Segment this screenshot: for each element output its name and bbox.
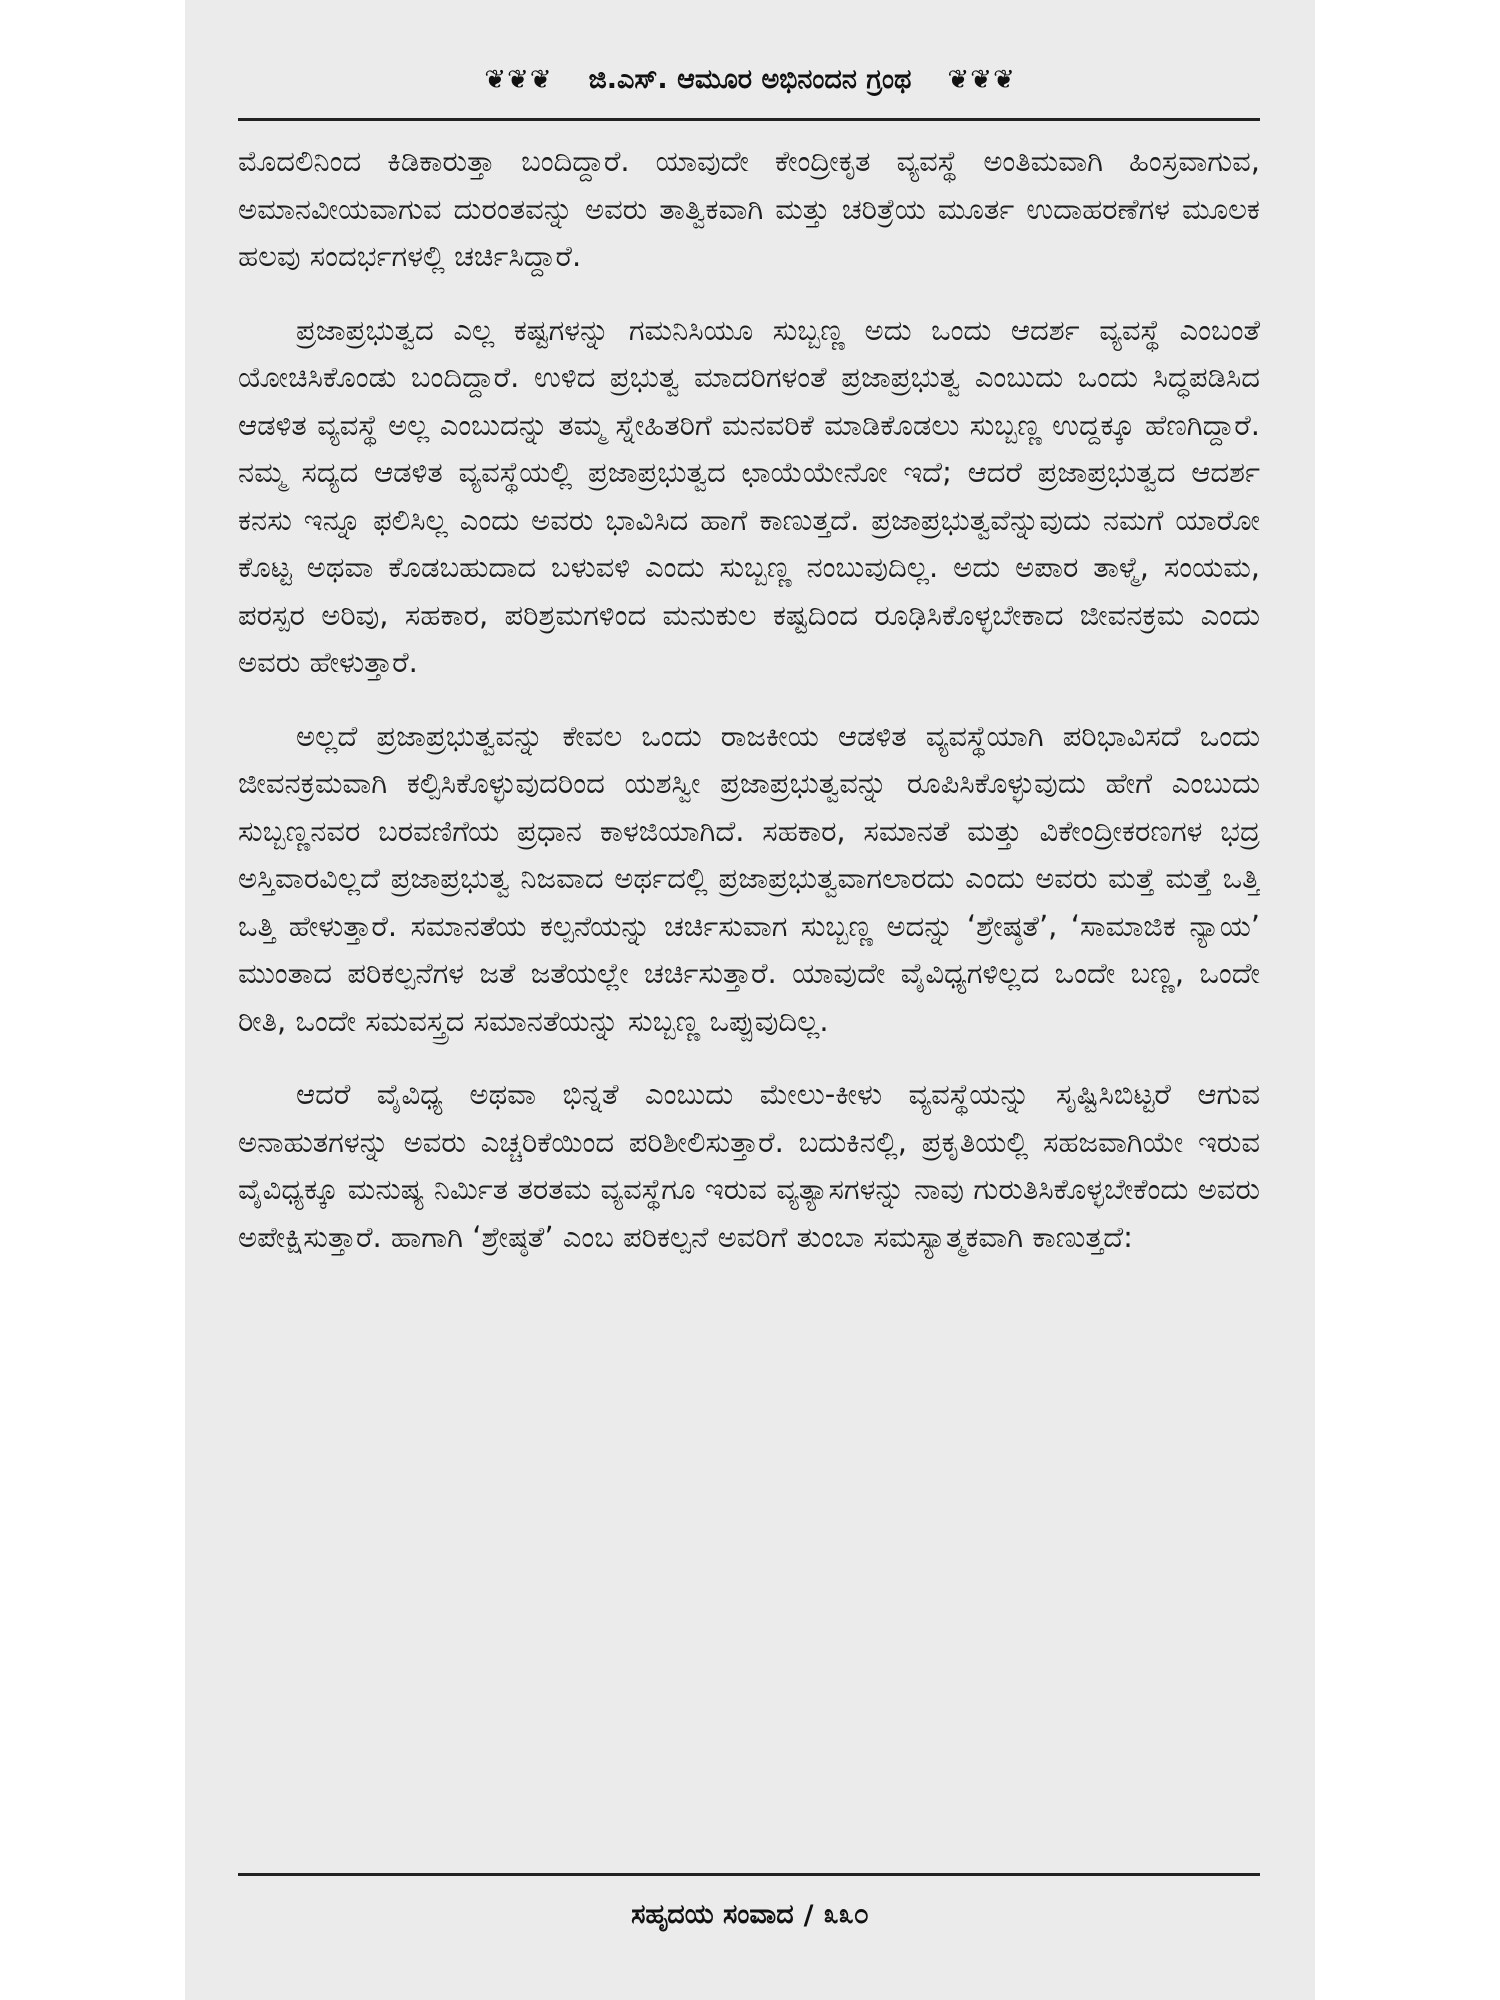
paragraph-3: ಅಲ್ಲದೆ ಪ್ರಜಾಪ್ರಭುತ್ವವನ್ನು ಕೇವಲ ಒಂದು ರಾಜಕೀಯ ಆಡಳಿತ ವ್ಯವಸ್ಥೆಯಾಗಿ ಪರಿಭಾವಿಸದೆ ಒಂದು ಜೀವನಕ್ರಮವಾಗಿ ಕಲ್ಪಿಸಿಕೊಳ್ಳುವುದರಿಂದ ಯಶಸ್ವೀ ಪ್ರಜಾಪ್ರಭುತ್ವವನ್ನು ರೂಪಿಸಿಕೊಳ್ಳುವುದು ಹೇಗೆ ಎಂಬುದು ಸುಬ್ಬಣ್ಣನವರ ಬರವಣಿಗೆಯ ಪ್ರಧಾನ ಕಾಳಜಿಯಾಗಿದೆ. ಸಹಕಾರ, ಸಮಾನತೆ ಮತ್ತು ವಿಕೇಂದ್ರೀಕರಣಗಳ ಭದ್ರ ಅಸ್ತಿವಾರವಿಲ್ಲದೆ ಪ್ರಜಾಪ್ರಭುತ್ವ ನಿಜವಾದ ಅರ್ಥದಲ್ಲಿ ಪ್ರಜಾಪ್ರಭುತ್ವವಾಗಲಾರದು ಎಂದು ಅವರು ಮತ್ತೆ ಮತ್ತೆ ಒತ್ತಿ ಒತ್ತಿ ಹೇಳುತ್ತಾರೆ. ಸಮಾನತೆಯ ಕಲ್ಪನೆಯನ್ನು ಚರ್ಚಿಸುವಾಗ ಸುಬ್ಬಣ್ಣ ಅದನ್ನು ‘ಶ್ರೇಷ್ಠತೆ’, ‘ಸಾಮಾಜಿಕ ನ್ಯಾಯ’ ಮುಂತಾದ ಪರಿಕಲ್ಪನೆಗಳ ಜತೆ ಜತೆಯಲ್ಲೇ ಚರ್ಚಿಸುತ್ತಾರೆ. ಯಾವುದೇ ವೈವಿಧ್ಯಗಳಿಲ್ಲದ ಒಂದೇ ಬಣ್ಣ, ಒಂದೇ ರೀತಿ, ಒಂದೇ ಸಮವಸ್ತ್ರದ ಸಮಾನತೆಯನ್ನು ಸುಬ್ಬಣ್ಣ ಒಪ್ಪುವುದಿಲ್ಲ. <box>238 718 1260 1038</box>
paragraph-2: ಪ್ರಜಾಪ್ರಭುತ್ವದ ಎಲ್ಲ ಕಷ್ಟಗಳನ್ನು ಗಮನಿಸಿಯೂ ಸುಬ್ಬಣ್ಣ ಅದು ಒಂದು ಆದರ್ಶ ವ್ಯವಸ್ಥೆ ಎಂಬಂತೆ ಯೋಚಿಸಿಕೊಂಡು ಬಂದಿದ್ದಾರೆ. ಉಳಿದ ಪ್ರಭುತ್ವ ಮಾದರಿಗಳಂತೆ ಪ್ರಜಾಪ್ರಭುತ್ವ ಎಂಬುದು ಒಂದು ಸಿದ್ಧಪಡಿಸಿದ ಆಡಳಿತ ವ್ಯವಸ್ಥೆ ಅಲ್ಲ ಎಂಬುದನ್ನು ತಮ್ಮ ಸ್ನೇಹಿತರಿಗೆ ಮನವರಿಕೆ ಮಾಡಿಕೊಡಲು ಸುಬ್ಬಣ್ಣ ಉದ್ದಕ್ಕೂ ಹೆಣಗಿದ್ದಾರೆ. ನಮ್ಮ ಸದ್ಯದ ಆಡಳಿತ ವ್ಯವಸ್ಥೆಯಲ್ಲಿ ಪ್ರಜಾಪ್ರಭುತ್ವದ ಛಾಯೆಯೇನೋ ಇದೆ; ಆದರೆ ಪ್ರಜಾಪ್ರಭುತ್ವದ ಆದರ್ಶ ಕನಸು ಇನ್ನೂ ಫಲಿಸಿಲ್ಲ ಎಂದು ಅವರು ಭಾವಿಸಿದ ಹಾಗೆ ಕಾಣುತ್ತದೆ. ಪ್ರಜಾಪ್ರಭುತ್ವವೆನ್ನುವುದು ನಮಗೆ ಯಾರೋ ಕೊಟ್ಟ ಅಥವಾ ಕೊಡಬಹುದಾದ ಬಳುವಳಿ ಎಂದು ಸುಬ್ಬಣ್ಣ ನಂಬುವುದಿಲ್ಲ. ಅದು ಅಪಾರ ತಾಳ್ಮೆ, ಸಂಯಮ, ಪರಸ್ಪರ ಅರಿವು, ಸಹಕಾರ, ಪರಿಶ್ರಮಗಳಿಂದ ಮನುಕುಲ ಕಷ್ಟದಿಂದ ರೂಢಿಸಿಕೊಳ್ಳಬೇಕಾದ ಜೀವನಕ್ರಮ ಎಂದು ಅವರು ಹೇಳುತ್ತಾರೆ. <box>238 312 1260 679</box>
footer-title: ಸಹೃದಯ ಸಂವಾದ <box>631 1899 794 1930</box>
body-text <box>238 138 1260 1858</box>
book-page <box>185 0 1315 2000</box>
footer-separator: / <box>803 1899 814 1931</box>
book-title: ಜಿ.ಎಸ್. ಆಮೂರ ಅಭಿನಂದನ ಗ್ರಂಥ <box>588 64 912 95</box>
running-head <box>185 60 1315 100</box>
page-number: ೩೩೦ <box>823 1899 869 1930</box>
page-footer <box>185 1895 1315 1935</box>
footer-rule <box>238 1873 1260 1876</box>
header-rule <box>238 118 1260 121</box>
paragraph-4: ಆದರೆ ವೈವಿಧ್ಯ ಅಥವಾ ಭಿನ್ನತೆ ಎಂಬುದು ಮೇಲು-ಕೀಳು ವ್ಯವಸ್ಥೆಯನ್ನು ಸೃಷ್ಟಿಸಿಬಿಟ್ಟರೆ ಆಗುವ ಅನಾಹುತಗಳನ್ನು ಅವರು ಎಚ್ಚರಿಕೆಯಿಂದ ಪರಿಶೀಲಿಸುತ್ತಾರೆ. ಬದುಕಿನಲ್ಲಿ, ಪ್ರಕೃತಿಯಲ್ಲಿ ಸಹಜವಾಗಿಯೇ ಇರುವ ವೈವಿಧ್ಯಕ್ಕೂ ಮನುಷ್ಯ ನಿರ್ಮಿತ ತರತಮ ವ್ಯವಸ್ಥೆಗೂ ಇರುವ ವ್ಯತ್ಯಾಸಗಳನ್ನು ನಾವು ಗುರುತಿಸಿಕೊಳ್ಳಬೇಕೆಂದು ಅವರು ಅಪೇಕ್ಷಿಸುತ್ತಾರೆ. ಹಾಗಾಗಿ ‘ಶ್ರೇಷ್ಠತೆ’ ಎಂಬ ಪರಿಕಲ್ಪನೆ ಅವರಿಗೆ ತುಂಬಾ ಸಮಸ್ಯಾತ್ಮಕವಾಗಿ ಕಾಣುತ್ತದೆ: <box>238 1077 1260 1254</box>
paragraph-1: ಮೊದಲಿನಿಂದ ಕಿಡಿಕಾರುತ್ತಾ ಬಂದಿದ್ದಾರೆ. ಯಾವುದೇ ಕೇಂದ್ರೀಕೃತ ವ್ಯವಸ್ಥೆ ಅಂತಿಮವಾಗಿ ಹಿಂಸ್ರವಾಗುವ, ಅಮಾನವೀಯವಾಗುವ ದುರಂತವನ್ನು ಅವರು ತಾತ್ವಿಕವಾಗಿ ಮತ್ತು ಚರಿತ್ರೆಯ ಮೂರ್ತ ಉದಾಹರಣೆಗಳ ಮೂಲಕ ಹಲವು ಸಂದರ್ಭಗಳಲ್ಲಿ ಚರ್ಚಿಸಿದ್ದಾರೆ. <box>238 144 1260 273</box>
floral-ornament-right: ❦❦❦ <box>947 65 1016 95</box>
floral-ornament-left: ❦❦❦ <box>484 65 553 95</box>
